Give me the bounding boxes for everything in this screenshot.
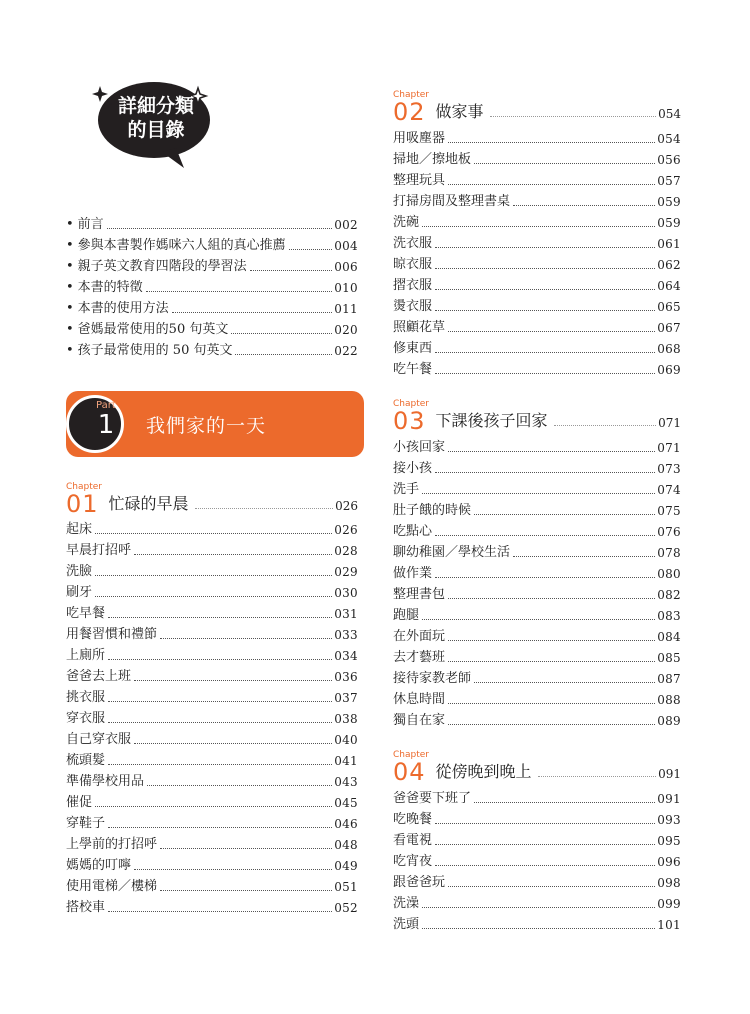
toc-item[interactable] xyxy=(66,812,358,832)
item-page: 078 xyxy=(657,546,681,560)
chapter-title: 忙碌的早晨 xyxy=(108,494,189,513)
item-page: 089 xyxy=(657,714,681,728)
item-title: 用餐習慣和禮節 xyxy=(66,627,158,642)
intro-item[interactable] xyxy=(66,276,358,296)
item-title: 爸媽最常使用的50 句英文 xyxy=(77,322,229,337)
bullet-icon: • xyxy=(66,322,74,337)
item-page: 098 xyxy=(657,876,681,890)
item-title: 肚子餓的時候 xyxy=(393,503,472,518)
item-page: 069 xyxy=(657,363,681,377)
chapter-number: 01 xyxy=(66,490,99,518)
toc-item[interactable] xyxy=(66,539,358,559)
item-title: 本書的特徵 xyxy=(77,280,143,295)
toc-item[interactable] xyxy=(393,913,681,933)
item-title: 上廁所 xyxy=(66,648,106,663)
item-title: 穿鞋子 xyxy=(66,816,106,831)
item-title: 聊幼稚園／學校生活 xyxy=(393,545,511,560)
item-title: 早晨打招呼 xyxy=(66,543,132,558)
toc-item[interactable] xyxy=(393,688,681,708)
item-title: 去才藝班 xyxy=(393,650,446,665)
toc-item[interactable] xyxy=(66,896,358,916)
item-title: 孩子最常使用的 50 句英文 xyxy=(77,343,233,358)
chapter-title: 做家事 xyxy=(435,102,484,121)
item-page: 033 xyxy=(334,628,358,642)
toc-item[interactable] xyxy=(393,169,681,189)
chapter-title: 從傍晚到晚上 xyxy=(435,762,532,781)
item-title: 起床 xyxy=(66,522,93,537)
intro-item[interactable] xyxy=(66,339,358,359)
item-title: 休息時間 xyxy=(393,692,446,707)
toc-item[interactable] xyxy=(393,337,681,357)
chapter-title: 下課後孩子回家 xyxy=(435,411,548,430)
item-title: 燙衣服 xyxy=(393,299,433,314)
item-title: 上學前的打招呼 xyxy=(66,837,158,852)
item-page: 022 xyxy=(334,344,358,358)
item-page: 057 xyxy=(657,174,681,188)
toc-item[interactable] xyxy=(66,770,358,790)
item-page: 011 xyxy=(334,302,358,316)
item-title: 看電視 xyxy=(393,833,433,848)
toc-item[interactable] xyxy=(66,602,358,622)
toc-item[interactable] xyxy=(393,562,681,582)
item-page: 052 xyxy=(334,901,358,915)
item-page: 030 xyxy=(334,586,358,600)
item-title: 吃早餐 xyxy=(66,606,106,621)
item-title: 搭校車 xyxy=(66,900,106,915)
item-page: 087 xyxy=(657,672,681,686)
chapter-page: 026 xyxy=(335,499,358,513)
item-page: 096 xyxy=(657,855,681,869)
toc-item[interactable] xyxy=(393,787,681,807)
item-title: 洗臉 xyxy=(66,564,93,579)
toc-item[interactable] xyxy=(393,892,681,912)
item-page: 026 xyxy=(334,523,358,537)
toc-item[interactable] xyxy=(66,560,358,580)
item-page: 083 xyxy=(657,609,681,623)
chapter-label: Chapter xyxy=(393,750,429,760)
chapter-label: Chapter xyxy=(66,482,102,492)
chapter-number: 03 xyxy=(393,407,426,435)
item-title: 用吸塵器 xyxy=(393,131,446,146)
item-title: 爸爸去上班 xyxy=(66,669,132,684)
toc-item[interactable] xyxy=(393,211,681,231)
toc-item[interactable] xyxy=(393,808,681,828)
badge-line-1: 詳細分類 xyxy=(117,95,194,117)
item-page: 036 xyxy=(334,670,358,684)
toc-item[interactable] xyxy=(393,253,681,273)
part-label: Part xyxy=(96,400,116,411)
toc-item[interactable] xyxy=(393,295,681,315)
toc-item[interactable] xyxy=(66,791,358,811)
item-title: 整理書包 xyxy=(393,587,446,602)
toc-item[interactable] xyxy=(393,274,681,294)
toc-item[interactable] xyxy=(393,646,681,666)
toc-item[interactable] xyxy=(393,148,681,168)
toc-item[interactable] xyxy=(66,854,358,874)
item-title: 摺衣服 xyxy=(393,278,433,293)
toc-item[interactable] xyxy=(393,709,681,729)
toc-item[interactable] xyxy=(66,623,358,643)
item-page: 010 xyxy=(334,281,358,295)
toc-item[interactable] xyxy=(393,127,681,147)
item-page: 028 xyxy=(334,544,358,558)
chapter-page: 071 xyxy=(658,416,681,430)
toc-item[interactable] xyxy=(66,749,358,769)
bullet-icon: • xyxy=(66,259,74,274)
item-title: 照顧花草 xyxy=(393,320,446,335)
toc-item[interactable] xyxy=(66,728,358,748)
toc-item[interactable] xyxy=(66,581,358,601)
item-title: 整理玩具 xyxy=(393,173,446,188)
toc-item[interactable] xyxy=(66,875,358,895)
item-title: 催促 xyxy=(66,795,93,810)
toc-item[interactable] xyxy=(393,478,681,498)
item-page: 082 xyxy=(657,588,681,602)
toc-item[interactable] xyxy=(393,358,681,378)
item-title: 刷牙 xyxy=(66,585,93,600)
item-page: 099 xyxy=(657,897,681,911)
item-title: 洗手 xyxy=(393,482,420,497)
toc-item[interactable] xyxy=(393,499,681,519)
item-page: 037 xyxy=(334,691,358,705)
item-title: 媽媽的叮嚀 xyxy=(66,858,132,873)
toc-item[interactable] xyxy=(66,644,358,664)
item-page: 059 xyxy=(657,195,681,209)
toc-item[interactable] xyxy=(393,829,681,849)
item-title: 吃宵夜 xyxy=(393,854,433,869)
bullet-icon: • xyxy=(66,301,74,316)
item-title: 洗衣服 xyxy=(393,236,433,251)
toc-item[interactable] xyxy=(66,518,358,538)
bullet-icon: • xyxy=(66,343,74,358)
item-page: 031 xyxy=(334,607,358,621)
item-page: 075 xyxy=(657,504,681,518)
item-page: 093 xyxy=(657,813,681,827)
toc-item[interactable] xyxy=(66,707,358,727)
item-page: 080 xyxy=(657,567,681,581)
toc-item[interactable] xyxy=(393,583,681,603)
chapter-heading-04[interactable] xyxy=(393,756,681,784)
item-title: 在外面玩 xyxy=(393,629,446,644)
bullet-icon: • xyxy=(66,280,74,295)
item-title: 吃午餐 xyxy=(393,362,433,377)
item-page: 038 xyxy=(334,712,358,726)
chapter-number: 04 xyxy=(393,758,426,786)
item-title: 做作業 xyxy=(393,566,433,581)
item-title: 穿衣服 xyxy=(66,711,106,726)
item-page: 076 xyxy=(657,525,681,539)
chapter-number: 02 xyxy=(393,98,426,126)
item-title: 接小孩 xyxy=(393,461,433,476)
intro-item[interactable] xyxy=(66,255,358,275)
intro-item[interactable] xyxy=(66,213,358,233)
chapter-heading-03[interactable] xyxy=(393,405,681,433)
item-page: 045 xyxy=(334,796,358,810)
item-title: 吃晚餐 xyxy=(393,812,433,827)
item-title: 打掃房間及整理書桌 xyxy=(393,194,511,209)
toc-item[interactable] xyxy=(393,871,681,891)
item-page: 006 xyxy=(334,260,358,274)
item-title: 爸爸要下班了 xyxy=(393,791,472,806)
toc-item[interactable] xyxy=(393,190,681,210)
item-title: 吃點心 xyxy=(393,524,433,539)
toc-item[interactable] xyxy=(393,520,681,540)
item-page: 065 xyxy=(657,300,681,314)
item-page: 051 xyxy=(334,880,358,894)
item-page: 048 xyxy=(334,838,358,852)
item-title: 晾衣服 xyxy=(393,257,433,272)
item-page: 029 xyxy=(334,565,358,579)
badge-line-2: 的目錄 xyxy=(127,119,185,141)
item-title: 跟爸爸玩 xyxy=(393,875,446,890)
item-page: 059 xyxy=(657,216,681,230)
item-title: 參與本書製作媽咪六人組的真心推薦 xyxy=(77,238,286,253)
chapter-heading-02[interactable] xyxy=(393,96,681,124)
chapter-label: Chapter xyxy=(393,90,429,100)
item-page: 088 xyxy=(657,693,681,707)
item-title: 親子英文教育四階段的學習法 xyxy=(77,259,247,274)
item-page: 101 xyxy=(657,918,681,932)
item-page: 074 xyxy=(657,483,681,497)
intro-item[interactable] xyxy=(66,318,358,338)
intro-item[interactable] xyxy=(66,297,358,317)
item-title: 自己穿衣服 xyxy=(66,732,132,747)
toc-item[interactable] xyxy=(393,457,681,477)
item-title: 跑腿 xyxy=(393,608,420,623)
toc-badge xyxy=(92,78,214,170)
toc-item[interactable] xyxy=(66,833,358,853)
toc-item[interactable] xyxy=(393,667,681,687)
item-title: 準備學校用品 xyxy=(66,774,145,789)
toc-item[interactable] xyxy=(393,316,681,336)
item-page: 071 xyxy=(657,441,681,455)
toc-item[interactable] xyxy=(393,436,681,456)
chapter-label: Chapter xyxy=(393,399,429,409)
item-page: 061 xyxy=(657,237,681,251)
item-title: 挑衣服 xyxy=(66,690,106,705)
item-page: 004 xyxy=(334,239,358,253)
item-page: 034 xyxy=(334,649,358,663)
item-page: 040 xyxy=(334,733,358,747)
toc-item[interactable] xyxy=(66,686,358,706)
item-page: 062 xyxy=(657,258,681,272)
item-title: 使用電梯／樓梯 xyxy=(66,879,158,894)
item-title: 洗碗 xyxy=(393,215,420,230)
chapter-page: 091 xyxy=(658,767,681,781)
item-title: 獨自在家 xyxy=(393,713,446,728)
item-page: 095 xyxy=(657,834,681,848)
chapter-page: 054 xyxy=(658,107,681,121)
item-page: 067 xyxy=(657,321,681,335)
item-page: 041 xyxy=(334,754,358,768)
part-title: 我們家的一天 xyxy=(146,415,267,437)
intro-item[interactable] xyxy=(66,234,358,254)
item-page: 046 xyxy=(334,817,358,831)
item-title: 洗澡 xyxy=(393,896,420,911)
item-title: 修東西 xyxy=(393,341,433,356)
item-title: 前言 xyxy=(77,217,104,232)
item-page: 020 xyxy=(334,323,358,337)
item-page: 073 xyxy=(657,462,681,476)
item-title: 接待家教老師 xyxy=(393,671,472,686)
item-page: 056 xyxy=(657,153,681,167)
item-page: 064 xyxy=(657,279,681,293)
item-page: 043 xyxy=(334,775,358,789)
item-title: 梳頭髮 xyxy=(66,753,106,768)
item-page: 068 xyxy=(657,342,681,356)
toc-item[interactable] xyxy=(393,232,681,252)
item-page: 091 xyxy=(657,792,681,806)
toc-item[interactable] xyxy=(66,665,358,685)
item-title: 洗頭 xyxy=(393,917,420,932)
part-number: 1 xyxy=(97,410,115,440)
toc-item[interactable] xyxy=(393,541,681,561)
item-title: 小孩回家 xyxy=(393,440,446,455)
item-page: 085 xyxy=(657,651,681,665)
item-title: 本書的使用方法 xyxy=(77,301,169,316)
chapter-heading-01[interactable] xyxy=(66,488,358,516)
toc-item[interactable] xyxy=(393,604,681,624)
toc-item[interactable] xyxy=(393,850,681,870)
item-title: 掃地／擦地板 xyxy=(393,152,472,167)
toc-item[interactable] xyxy=(393,625,681,645)
item-page: 002 xyxy=(334,218,358,232)
item-page: 084 xyxy=(657,630,681,644)
item-page: 054 xyxy=(657,132,681,146)
bullet-icon: • xyxy=(66,217,74,232)
item-page: 049 xyxy=(334,859,358,873)
bullet-icon: • xyxy=(66,238,74,253)
